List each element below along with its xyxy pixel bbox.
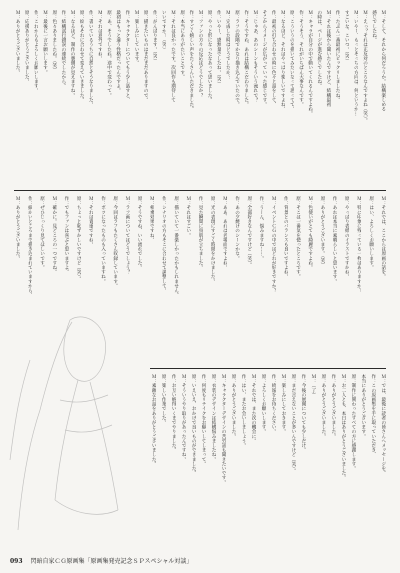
text-column: Ｍ：ああ、あれは名場面ですよね。 (222, 196, 228, 270)
text-column: Ｍ：楽しみにしておきます。 (280, 374, 286, 434)
text-column: Ｍ：それでは、また次の機会に。 (251, 374, 257, 443)
text-column: 作：結構試行錯誤の連続でしたから。 (60, 10, 66, 89)
text-column: 作：そうそう、それがいちばん大事なんです。 (298, 10, 304, 107)
text-column: 原：やっと形になったなあって思いました。 (207, 10, 213, 102)
text-column: Ｍ：じゃあ、あのシーンもそういう流れで？ (252, 10, 258, 102)
text-column: Ｍ：相乗効果ですね。 (149, 196, 155, 242)
text-column: 作：見た瞬間に鳥肌が立ちました。 (198, 196, 203, 270)
text-column: 作：うーん、悩みますね……。 (258, 196, 264, 261)
page-number: 093 (10, 558, 23, 565)
text-column: 原：あ、そうでしたね。途中で変わって。 (106, 10, 112, 98)
text-column: 作：いやー、感無量でしたね。（笑） (216, 10, 222, 86)
text-tier-2 (14, 196, 386, 364)
text-column: Ｍ：楽しみにしています。 (134, 10, 140, 66)
text-column: Ｍ：ありがとうございました。 (15, 196, 21, 261)
text-column: Ｍ：キャラが自分の中で動いてくれるんですよね。 (307, 10, 313, 116)
text-column: 作：でもファンは喜ぶと思いますよ。 (63, 196, 69, 275)
text-column: 作：あの夕焼けのシーンかな。 (234, 196, 240, 261)
text-column: 作：この原画集を手に取っていただき、 (370, 374, 376, 457)
text-column: 原：ぜひじっくり見てほしいです。 (39, 196, 45, 270)
text-column: 作：たぶん一番最初にビックリしましたね。 (335, 10, 341, 102)
text-column: Ｍ：（了） (310, 374, 316, 397)
text-column: 原：色々ありましたね。（笑） (51, 10, 57, 73)
text-column: Ｍ：お二人とも、本日はありがとうございました。 (340, 374, 346, 480)
text-column: Ｍ：そして、それから何だろうか。結構楽しめる (380, 10, 386, 112)
text-column: Ｍ：ラフ画についてはどうでしょう？ (124, 196, 130, 275)
text-column: 作：細かいところまで描き込まれていますから。 (27, 196, 33, 298)
text-column: 原：ちょっと恥ずかしいですけど（笑）。 (76, 196, 82, 282)
text-column: 原：ありがとうございました。 (231, 374, 237, 439)
text-column: 原：衣装のデザインは結構悩みましたね。 (211, 374, 217, 462)
text-column: Ｍ：なるほど、それはやっぱり楽しいですよね。 (280, 10, 286, 112)
text-column: 作：お互い納得いくまでやりました。 (171, 374, 177, 453)
text-column: Ｍ：ありがとうございました。 (15, 10, 21, 75)
text-column: 原：絵もそれに合わせて変えていきました。 (79, 10, 85, 102)
text-column: の時は、ページが進む感じでしたね。 (316, 10, 322, 89)
text-column: 作：キャラクターについてもう少し話すと、 (124, 10, 130, 102)
text-column: 最初はもっと違う性格だったんですよ。 (115, 10, 121, 93)
text-column: Ｍ：素敵なお話をありがとうございました。 (151, 374, 157, 466)
text-column: 作：続報をお待ちください。 (271, 374, 276, 434)
text-column: いいですか？（笑） (161, 10, 167, 52)
text-column: Ｍ：それは貴重ですね。 (88, 196, 94, 247)
text-column: 原：全部好きなんですけど（笑）。 (246, 196, 252, 268)
text-column: 本当にありがとうございます。 (360, 374, 366, 439)
text-column: Ｍ：では、最後に読者の皆さんへメッセージを。 (380, 374, 386, 476)
text-column: Ｍ：それは後から聞いたんですけど、結構最初 (325, 10, 331, 107)
text-column: Ｍ：なるほど。制作の裏側が見えますね。 (70, 10, 76, 98)
text-column: 原：光の表現にすごく時間をかけました。 (210, 196, 216, 284)
text-column: 作：がんばります。（笑） (152, 10, 158, 63)
text-column: そこからイメージが広がっていった感じです。 (261, 10, 267, 107)
text-column: Ｍ：それはすごい。 (185, 196, 191, 238)
text-column: Ｍ：イベントＣＧの中ではどれが好きですか？ (271, 196, 277, 293)
page-footer (10, 555, 390, 569)
text-column: 原：いえいえ、おかげで良いものができました。 (191, 374, 197, 476)
text-column: 作：あれは本当に素晴らしいと思います。 (332, 196, 338, 284)
text-column: 作：シナリオの方もそこに合わせて調整して。 (161, 196, 167, 293)
text-column: Ｍ：それは良かったです。次回作も期待して (170, 10, 176, 102)
tier-divider-1 (14, 190, 386, 191)
text-column: 作：最初の打ち合わせの時に色々と話をして、 (271, 10, 277, 107)
text-column: 原：本当にありがたいことです。 (179, 10, 185, 79)
text-column: 原：まだ言えないことが多いんですけど（笑）。 (290, 374, 296, 473)
text-column: 原：応援ありがとうございました。 (24, 10, 30, 84)
text-column: 原：そうですね、いい流れでした。 (137, 196, 143, 270)
text-column: 感じでしたね。 (371, 10, 377, 43)
text-column: 作：今後の展開についても少しだけ。 (300, 374, 306, 453)
text-column: Ｍ：キャラクターデザインの苦労話も聞きたいです。 (221, 374, 227, 485)
text-column: 原：ラフの段階でかなり描き込んでいたので。 (234, 10, 240, 107)
text-tier-3 (150, 374, 386, 550)
text-column: Ｍ：最後に一言お願いします。 (42, 10, 48, 75)
text-column: Ｍ：色使いがとても綺麗ですよね。 (307, 196, 313, 270)
text-column: 作：これからもよろしくお願いします。 (33, 10, 39, 93)
text-column: 作：はい、またお会いしましょう。 (241, 374, 247, 448)
text-column: Ｍ：いやー、もっとそっちの方向は、何というか… (353, 10, 359, 116)
text-column: 原：今回はラフもたくさん収録しています。 (112, 196, 118, 288)
text-column: 原：こういうのを描いてみたいなって思ってて。 (289, 10, 295, 112)
text-column: 原：やっぱり表紙のイラストですかね。 (344, 196, 350, 279)
text-column: すごいな、こいつ。（笑） (344, 10, 350, 63)
text-column: 原：はい、よろしくお願いします。 (368, 196, 374, 270)
text-column: 原：よろしくお願いします。 (261, 374, 267, 434)
text-column: 原：そこは一番気を使ったところです。 (295, 196, 301, 279)
text-column: Ｍ：特に印象に残っている一枚はありますか？ (356, 196, 362, 293)
text-column: 作：そうですね、あれは結構こだわりました。 (243, 10, 249, 107)
text-column: 原：描いていて一番楽しかったかもしれません。 (173, 196, 179, 298)
text-column: 作：ありがとうございました。 (330, 374, 336, 439)
text-column: Ｍ：えっ？それは正反対のところなんですよね（笑）。 (362, 10, 368, 123)
text-column: 作：何度もリテイクをお願いしてしまって。 (201, 374, 207, 466)
text-column: 作：すごく嬉しい声をたくさんいただきました。 (188, 10, 194, 112)
text-column: Ｍ：ファンの方々の反応はどうでしたか？ (198, 10, 203, 98)
footer-title: 閃暗自家ＣＧ原画集「原画集発売記念ＳＰスペシャル対談」 (30, 558, 193, 565)
text-column: 原：楽しい作業でした。 (161, 374, 167, 425)
text-column: 作：ボツになったものも入っていますね。 (100, 196, 106, 284)
text-column: Ｍ：それでは、ここからは原画の話を。 (380, 196, 386, 279)
text-column: 原：ありがとうございました。 (320, 374, 326, 439)
tier-divider-2 (150, 368, 386, 369)
text-column: 原：制作に関わったすべての方に感謝します。 (350, 374, 356, 471)
text-column: 原：描きたいものはまだまだありますので。 (143, 10, 149, 102)
text-column: Ｍ：確かに。見どころの一つですね。 (51, 196, 57, 275)
text-column: Ｍ：そういうやり取りがあったんですね。 (181, 374, 187, 462)
text-column: 作：背景とのバランスも良いですよね。 (283, 196, 289, 279)
text-column: Ｍ：完成した時はどうでしたか？ (225, 10, 231, 79)
text-column: 作：書いているうちに自然とそうなりました。 (88, 10, 94, 107)
text-column: Ｍ：それは意外ですね。 (97, 10, 103, 61)
text-tier-1 (14, 10, 386, 186)
text-column: 原：ありがとうございます。（笑） (319, 196, 325, 268)
